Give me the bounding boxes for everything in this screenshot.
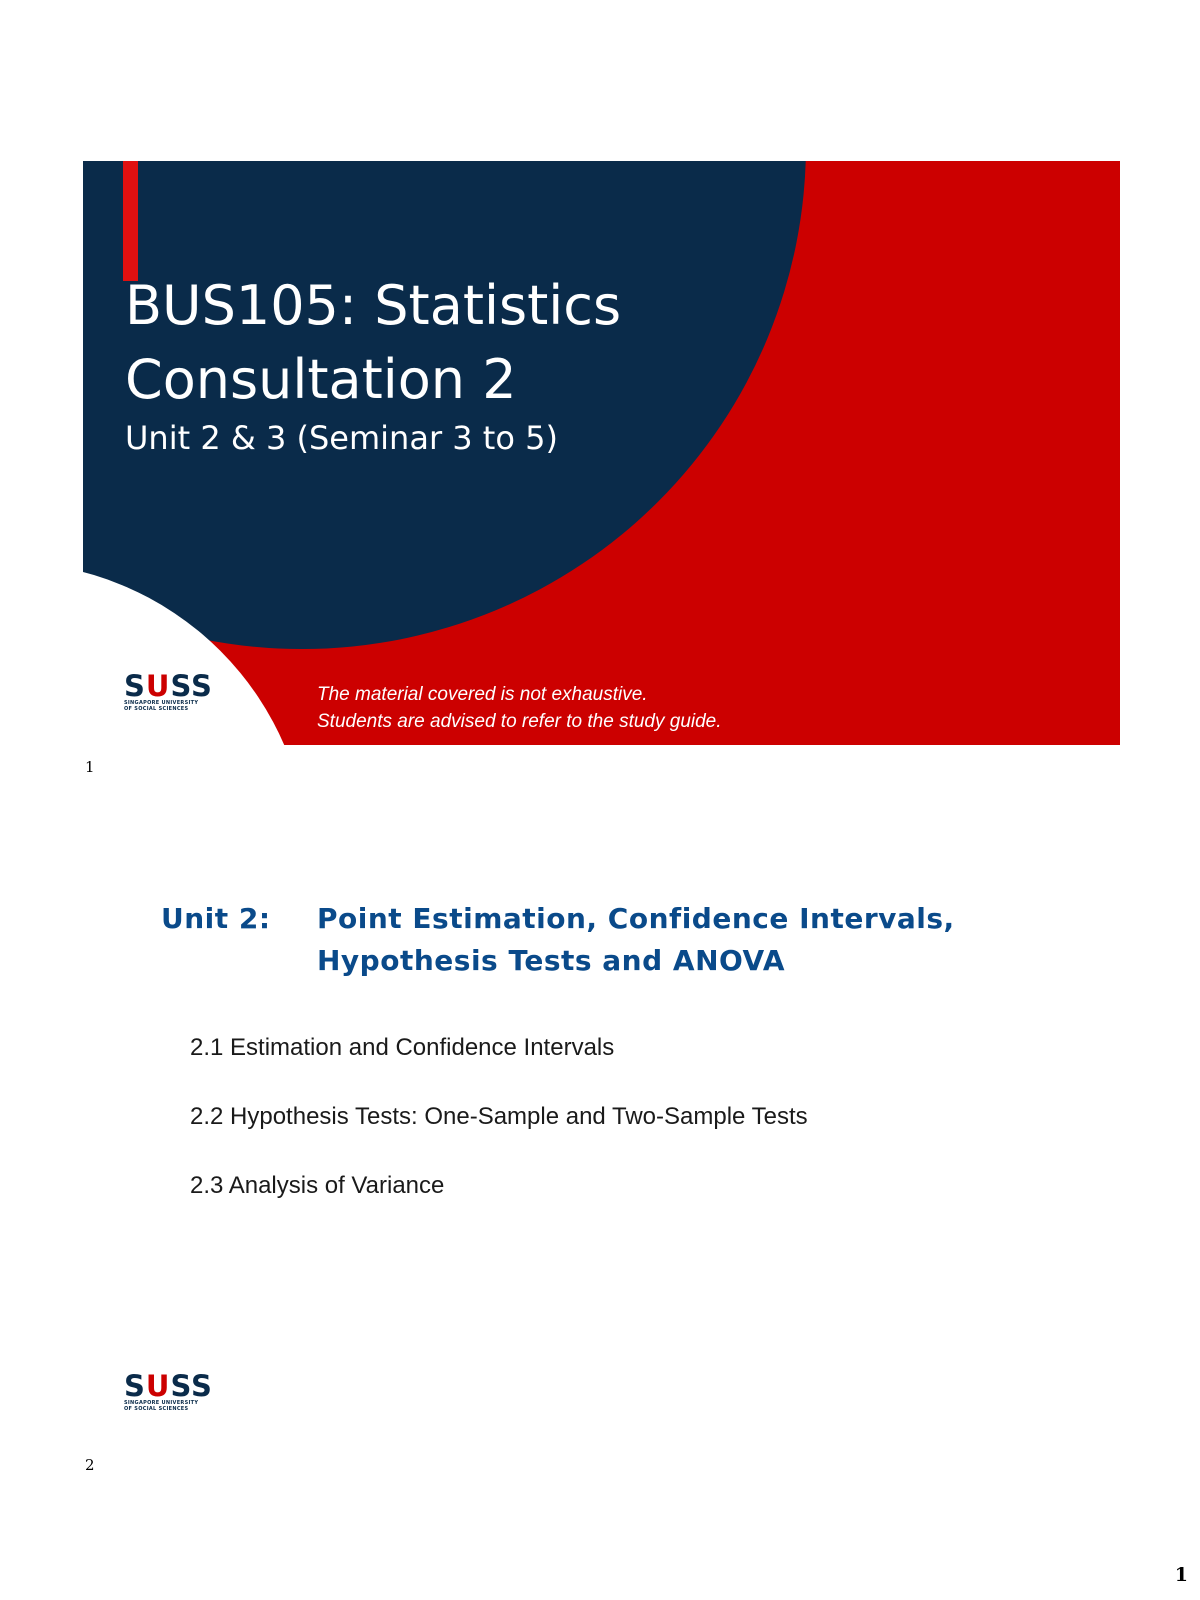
logo-tagline-1: SINGAPORE UNIVERSITY bbox=[124, 1400, 199, 1406]
logo-tagline-1: SINGAPORE UNIVERSITY bbox=[124, 700, 199, 706]
slide-number-1: 1 bbox=[85, 758, 95, 776]
title-slide bbox=[83, 161, 1120, 745]
logo-wordmark: SUSS bbox=[124, 669, 213, 703]
disclaimer-line-2: Students are advised to refer to the study guide. bbox=[317, 711, 722, 732]
suss-logo bbox=[124, 669, 213, 712]
red-accent-bar bbox=[123, 161, 138, 281]
disclaimer-note bbox=[317, 681, 722, 735]
topic-item: 2.2 Hypothesis Tests: One-Sample and Two-Sample Tests bbox=[190, 1103, 808, 1130]
slide-title: BUS105: Statistics Consultation 2 bbox=[125, 274, 622, 411]
logo-wordmark: SUSS bbox=[124, 1369, 213, 1403]
slide-number-2: 2 bbox=[85, 1456, 95, 1474]
unit-title: Point Estimation, Confidence Intervals, Hypothesis Tests and ANOVA bbox=[317, 902, 955, 977]
logo-tagline-2: OF SOCIAL SCIENCES bbox=[124, 706, 189, 712]
unit-label: Unit 2: bbox=[161, 902, 271, 935]
disclaimer-line-1: The material covered is not exhaustive. bbox=[317, 684, 648, 705]
slide-subtitle: Unit 2 & 3 (Seminar 3 to 5) bbox=[125, 419, 558, 457]
document-page-number: 1 bbox=[1174, 1564, 1188, 1586]
suss-logo bbox=[124, 1369, 213, 1412]
logo-tagline-2: OF SOCIAL SCIENCES bbox=[124, 1406, 189, 1412]
topic-item: 2.3 Analysis of Variance bbox=[190, 1172, 445, 1199]
topic-item: 2.1 Estimation and Confidence Intervals bbox=[190, 1034, 615, 1061]
